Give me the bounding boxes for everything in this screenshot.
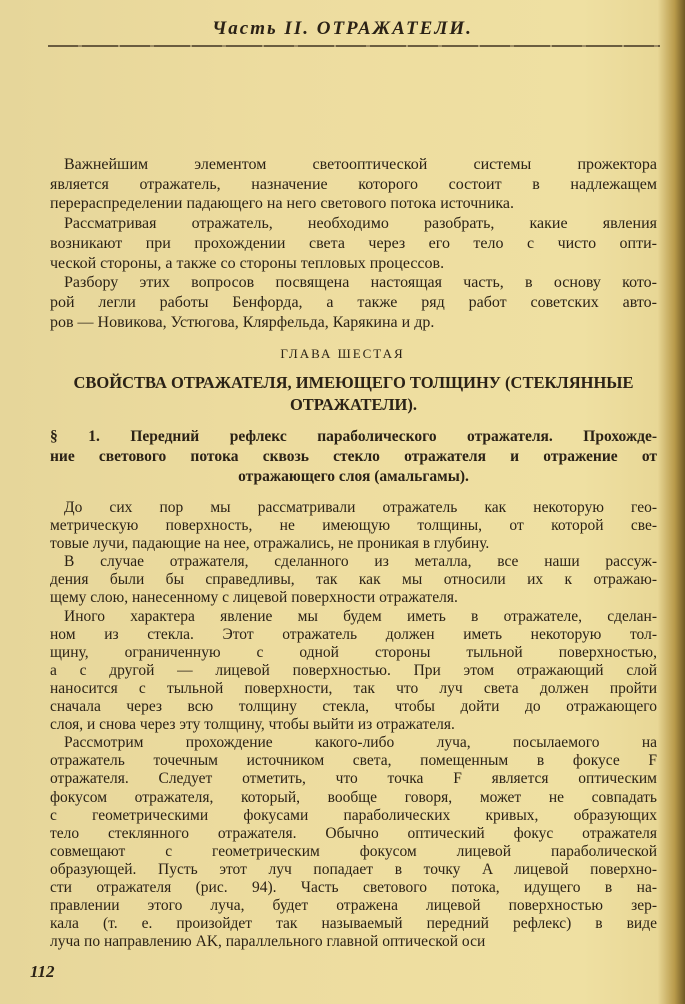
text-line: совмещают с геометрическим фокусом лицевой параболической xyxy=(50,842,657,860)
text-line: дения были бы справедливы, так как мы относили их к отражаю- xyxy=(50,571,657,589)
chapter-title-line: ОТРАЖАТЕЛИ). xyxy=(289,395,418,414)
text-line: ческой стороны, а также со стороны тепловых процессов. xyxy=(50,254,445,272)
text-line: луча по направлению AK, параллельного главной оптической оси xyxy=(50,933,486,951)
text-line: сти отражателя (рис. 94). Часть светового потока, идущего в на- xyxy=(50,878,657,896)
text-line: сначала через всю толщину стекла, чтобы дойти до отражающего xyxy=(50,698,657,716)
text-line: тело стеклянного отражателя. Обычно оптический фокус отражателя xyxy=(50,824,657,842)
section-heading-line: § 1. Передний рефлекс параболического отражателя. Прохожде- xyxy=(50,428,657,445)
text-line: с геометрическими фокусами параболических кривых, образующих xyxy=(50,806,657,824)
text-line: Важнейшим элементом светооптической системы прожектора xyxy=(64,156,657,173)
text-line: Иного характера явление мы будем иметь в отражателе, сделан- xyxy=(64,607,657,625)
text-line: рой легли работы Бенфорда, а также ряд работ советских авто- xyxy=(50,293,657,311)
text-line: Разбору этих вопросов посвящена настоящая часть, в основу кото- xyxy=(64,274,657,292)
text-line: отражатель точечным источником света, помещенным в фокусе F xyxy=(50,752,657,770)
page-number: 112 xyxy=(30,962,55,981)
text-line: а с другой — лицевой поверхностью. При этом отражающий слой xyxy=(50,661,657,679)
text-line: Рассматривая отражатель, необходимо разобрать, какие явления xyxy=(64,215,657,233)
body-text xyxy=(50,499,657,951)
text-line: перераспределении падающего на него светового потока источника. xyxy=(50,195,515,213)
text-line: наносится с тыльной поверхности, так что луч света должен пройти xyxy=(50,679,657,697)
text-line: Рассмотрим прохождение какого-либо луча, посылаемого на xyxy=(64,734,657,752)
section-heading-line: отражающего слоя (амальгамы). xyxy=(238,468,469,485)
text-line: метрическую поверхность, не имеющую толщины, от которой све- xyxy=(50,517,657,535)
text-line: щему слою, нанесенному с лицевой поверхности отражателя. xyxy=(50,589,458,607)
text-line: В случае отражателя, сделанного из металла, все наши рассуж- xyxy=(64,553,657,571)
text-line: образующей. Пусть этот луч попадает в точку A лицевой поверхно- xyxy=(50,860,657,878)
text-line: кала (т. е. произойдет так называемый передний рефлекс) в виде xyxy=(50,915,657,933)
chapter-title xyxy=(50,372,657,416)
intro-text xyxy=(50,155,657,332)
text-line: отражателя. Следует отметить, что точка F является оптическим xyxy=(50,770,657,788)
text-line: правлении этого луча, будет отражена лицевой поверхностью зер- xyxy=(50,897,657,915)
text-line: фокусом отражателя, который, вообще говоря, может не совпадать xyxy=(50,788,657,806)
text-line: До сих пор мы рассматривали отражатель как некоторую гео- xyxy=(64,499,657,516)
section-heading xyxy=(50,427,657,487)
text-line: щину, ограниченную с одной стороны тыльной поверхностью, xyxy=(50,643,657,661)
chapter-title-line: СВОЙСТВА ОТРАЖАТЕЛЯ, ИМЕЮЩЕГО ТОЛЩИНУ (СТЕКЛЯННЫЕ xyxy=(73,373,634,392)
text-line: товые лучи, падающие на нее, отражались, не проникая в глубину. xyxy=(50,535,490,553)
text-line: слоя, и снова через эту толщину, чтобы выйти из отражателя. xyxy=(50,716,455,734)
text-line: возникают при прохождении света через его тело с чисто опти- xyxy=(50,234,657,252)
section-heading-line: ние светового потока сквозь стекло отражателя и отражение от xyxy=(50,448,657,465)
text-line: ном из стекла. Этот отражатель должен иметь некоторую тол- xyxy=(50,625,657,643)
running-header: Часть II. ОТРАЖАТЕЛИ. xyxy=(212,18,473,39)
header-rule xyxy=(48,45,660,47)
text-line: ров — Новикова, Устюгова, Клярфельда, Карякина и др. xyxy=(50,313,435,331)
text-line: является отражатель, назначение которого состоит в надлежащем xyxy=(50,175,657,193)
chapter-label: ГЛАВА ШЕСТАЯ xyxy=(280,346,405,361)
